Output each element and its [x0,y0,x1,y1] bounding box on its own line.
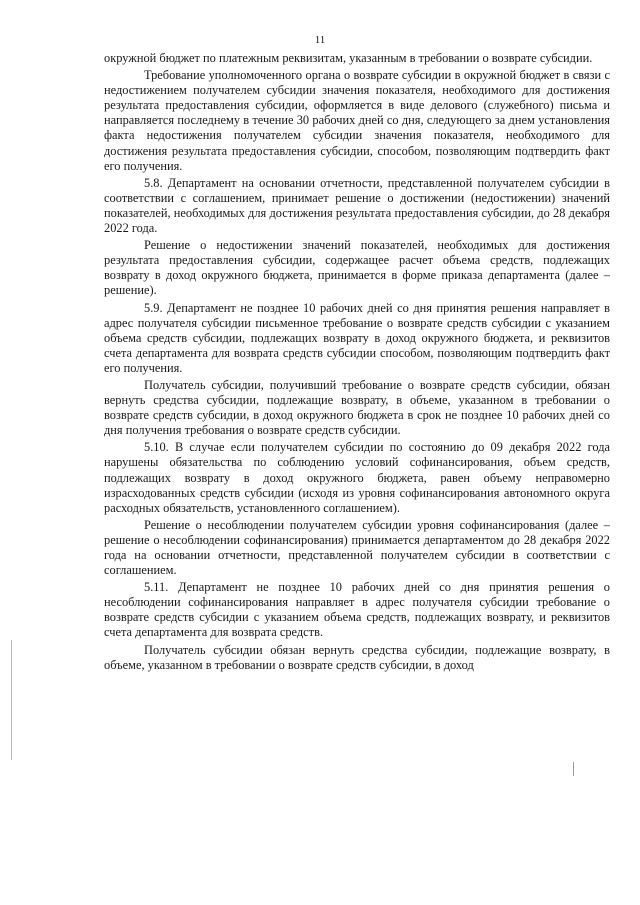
paragraph-recipient-obligation: Получатель субсидии, получивший требование о возврате средств субсидии, обязан вернуть средства субсидии, подлежащие возврату, в объеме, указанном в требовании о возврате средств субсидии, в доход окружного бюджета в срок не позднее 10 рабочих дней со дня получения требования о возврате средств субсидии. [104,377,610,438]
scan-margin-mark [11,640,12,760]
paragraph-recipient-return: Получатель субсидии обязан вернуть средства субсидии, подлежащие возврату, в объеме, указанном в требовании о возврате средств субсидии, в доход [104,642,610,672]
paragraph-5-10: 5.10. В случае если получателем субсидии по состоянию до 09 декабря 2022 года нарушены обязательства по соблюдению условий софинансирования, объем средств, подлежащих возврату в доход окружного бюджета, равен объему неправомерно израсходованных средств субсидии (исходя из уровня софинансирования автономного округа расходных обязательств, установленного соглашением). [104,440,610,515]
scan-stray-mark [573,762,574,776]
paragraph-refund-demand: Требование уполномоченного органа о возврате субсидии в окружной бюджет в связи с недостижением получателем субсидии значения показателя, необходимого для достижения результата предоставления субсидии, оформляется в виде делового (служебного) письма и направляется последнему в течение 30 рабочих дней со дня, следующего за днем установления факта недостижения получателем субсидии значения показателя, необходимого для достижения результата предоставления субсидии, способом, позволяющим подтвердить факт его получения. [104,68,610,173]
paragraph-cofinancing-decision: Решение о несоблюдении получателем субсидии уровня софинансирования (далее – решение о несоблюдении софинансирования) принимается департаментом до 28 декабря 2022 года на основании отчетности, представленной получателем субсидии в соответствии с соглашением. [104,517,610,578]
page-number: 11 [314,34,326,46]
paragraph-5-8: 5.8. Департамент на основании отчетности, представленной получателем субсидии в соответствии с соглашением, принимает решение о достижении (недостижении) значений показателей, необходимых для достижения результата предоставления субсидии, до 28 декабря 2022 года. [104,175,610,236]
document-body [104,51,610,675]
paragraph-non-achievement-decision: Решение о недостижении значений показателей, необходимых для достижения результата предоставления субсидии, содержащее расчет объема средств, подлежащих возврату в доход окружного бюджета, принимается в форме приказа департамента (далее – решение). [104,238,610,298]
paragraph-5-9: 5.9. Департамент не позднее 10 рабочих дней со дня принятия решения направляет в адрес получателя субсидии письменное требование о возврате средств субсидии с указанием объема средств субсидии, подлежащих возврату в доход окружного бюджета, и реквизитов счета департамента для возврата средств субсидии способом, позволяющим подтвердить факт его получения. [104,300,610,375]
paragraph-continuation: окружной бюджет по платежным реквизитам, указанным в требовании о возврате субсидии. [104,51,593,65]
paragraph-5-11: 5.11. Департамент не позднее 10 рабочих дней со дня принятия решения о несоблюдении софинансирования направляет в адрес получателя субсидии требование о возврате средств субсидии с указанием объема средств, подлежащих возврату, и реквизитов счета департамента для возврата средств. [104,580,610,640]
